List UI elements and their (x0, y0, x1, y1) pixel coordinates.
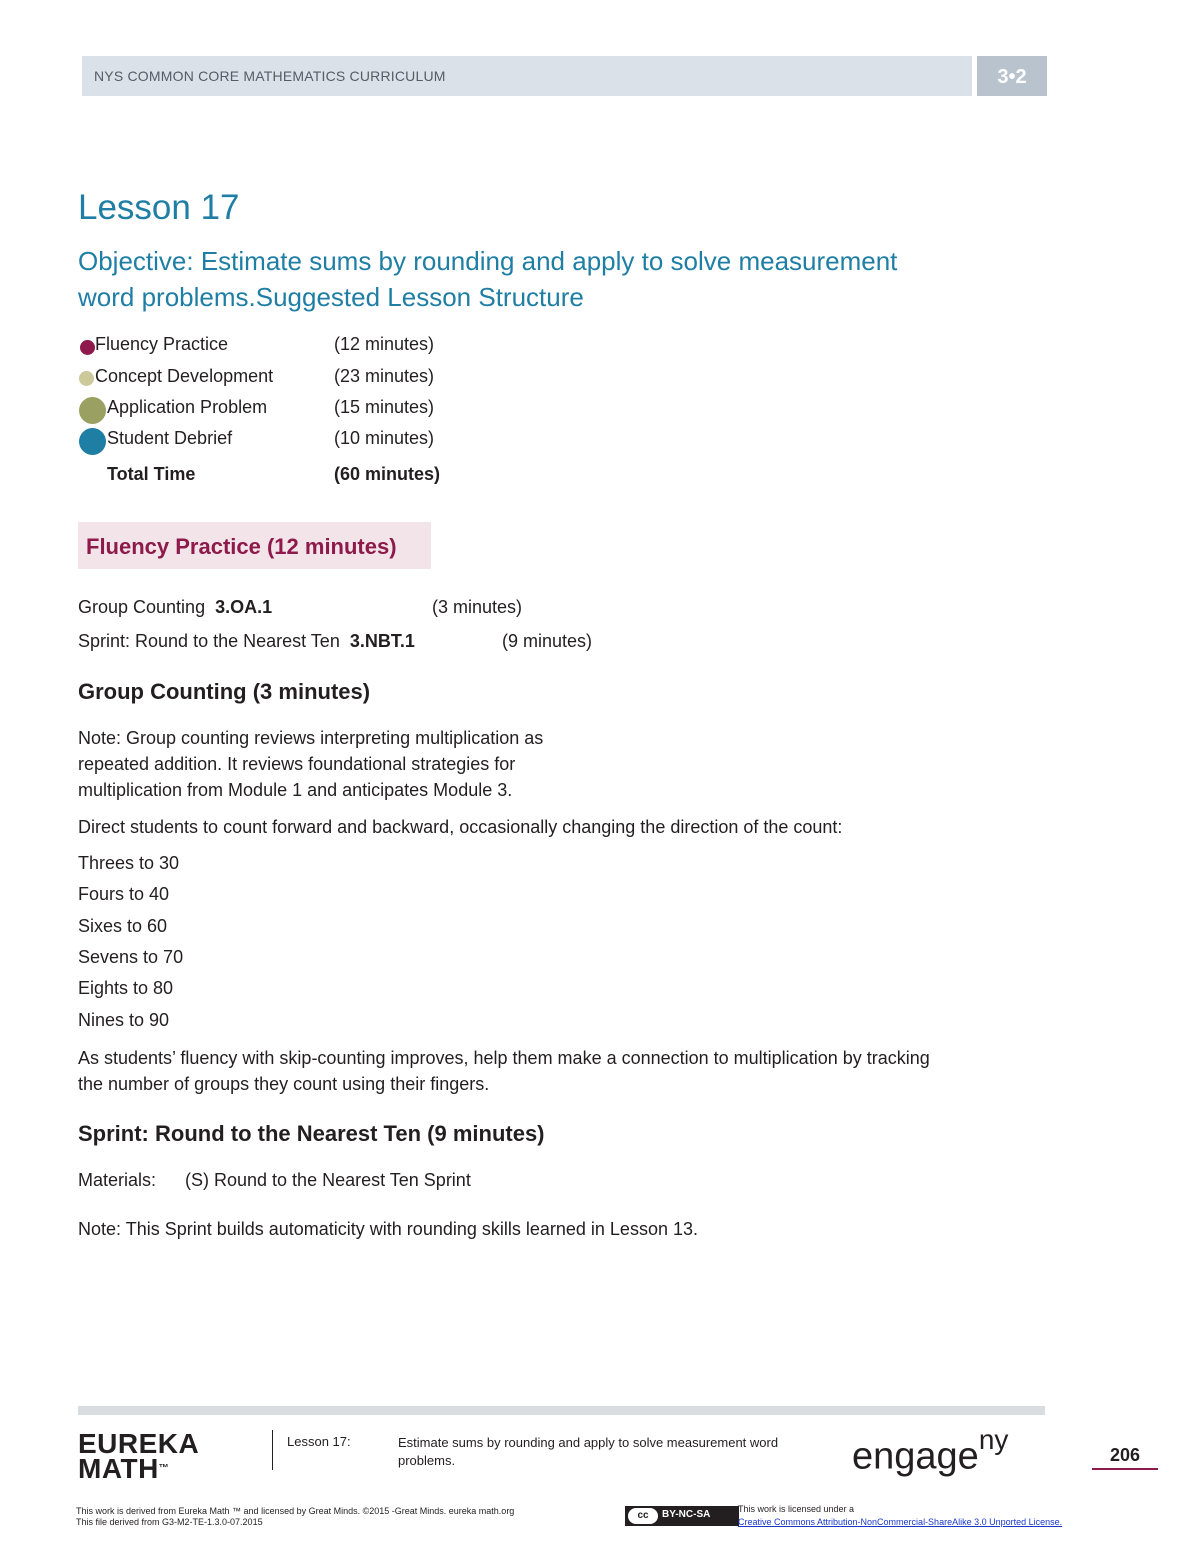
structure-item-label: Concept Development (95, 366, 274, 386)
fluency-row-standard: 3.OA.1 (215, 597, 273, 617)
structure-item-time: (10 minutes) (334, 428, 435, 448)
footer-lesson-label: Lesson 17: (287, 1434, 351, 1449)
total-time-value: (60 minutes) (334, 464, 441, 484)
logo-tm: ™ (158, 1463, 170, 1474)
cc-label: BY-NC-SA (662, 1509, 711, 1520)
credit-line-1: This work is derived from Eureka Math ™ and licensed by Great Minds. ©2015 -Great Minds. eureka math.org (76, 1506, 515, 1516)
note-line: repeated addition. It reviews foundational strategies for (78, 754, 516, 774)
footer-divider (272, 1430, 273, 1470)
structure-item-label: Student Debrief (107, 428, 233, 448)
footer-credit (76, 1506, 514, 1528)
footer-rule (78, 1406, 1045, 1415)
structure-item-time: (15 minutes) (334, 397, 435, 417)
objective-line-2: word problems.Suggested Lesson Structure (78, 282, 584, 312)
footer-lesson-description: Estimate sums by rounding and apply to solve measurement word problems. (398, 1435, 779, 1468)
count-item: Fours to 40 (78, 884, 170, 904)
materials-label: Materials: (78, 1170, 157, 1190)
tracking-paragraph (78, 1045, 1048, 1097)
materials-value: (S) Round to the Nearest Ten Sprint (185, 1170, 471, 1190)
curriculum-title: NYS COMMON CORE MATHEMATICS CURRICULUM (94, 68, 446, 84)
grade-module-badge: 3•2 (977, 56, 1047, 96)
lesson-title: Lesson 17 (78, 188, 240, 227)
engage-text: engage (852, 1435, 979, 1478)
license-notice (738, 1503, 1062, 1529)
credit-line-2: This file derived from G3-M2-TE-1.3.0-07.2015 (76, 1517, 263, 1527)
count-item: Eights to 80 (78, 978, 174, 998)
sprint-note: Note: This Sprint builds automaticity with rounding skills learned in Lesson 13. (78, 1219, 698, 1239)
logo-line-1: EUREKA (78, 1428, 200, 1459)
license-link[interactable]: Creative Commons Attribution-NonCommercial-ShareAlike 3.0 Unported License. (738, 1517, 1063, 1527)
sprint-heading: Sprint: Round to the Nearest Ten (9 minutes) (78, 1121, 545, 1146)
page-number-rule (1092, 1468, 1158, 1470)
structure-item-label: Fluency Practice (95, 334, 229, 354)
fluency-row-time: (3 minutes) (432, 597, 523, 617)
student-debrief-dot-icon (79, 428, 106, 455)
fluency-row-standard: 3.NBT.1 (349, 631, 415, 651)
count-item: Sixes to 60 (78, 916, 168, 936)
note-line: Note: Group counting reviews interpreting multiplication as (78, 728, 544, 748)
engage-sup: ny (978, 1424, 1009, 1455)
logo-line-2-text: MATH (78, 1453, 159, 1484)
page-number: 206 (1109, 1445, 1141, 1465)
direct-students-text: Direct students to count forward and backward, occasionally changing the direction of the count: (78, 817, 843, 837)
application-problem-dot-icon (79, 397, 106, 424)
tracking-line: As students’ fluency with skip-counting improves, help them make a connection to multiplication by tracking (78, 1048, 930, 1068)
tracking-line: the number of groups they count using their fingers. (78, 1074, 490, 1094)
structure-item-time: (12 minutes) (334, 334, 435, 354)
fluency-row-time: (9 minutes) (502, 631, 593, 651)
count-item: Nines to 90 (78, 1010, 170, 1030)
logo-line-2 (78, 1453, 199, 1484)
concept-development-dot-icon (79, 371, 94, 386)
cc-mark: cc (628, 1508, 658, 1524)
group-counting-heading: Group Counting (3 minutes) (78, 679, 371, 704)
fluency-row (78, 594, 272, 620)
eureka-math-logo (78, 1428, 200, 1484)
lesson-objective (78, 243, 1028, 315)
count-item: Sevens to 70 (78, 947, 184, 967)
count-item: Threes to 30 (78, 853, 180, 873)
total-time-label: Total Time (107, 464, 196, 484)
engageny-logo (852, 1424, 1009, 1479)
creative-commons-badge-icon (625, 1506, 739, 1526)
fluency-row-label: Group Counting (78, 597, 206, 617)
group-counting-note (78, 725, 638, 803)
objective-line-1: Objective: Estimate sums by rounding and apply to solve measurement (78, 246, 898, 276)
license-line-1: This work is licensed under a (738, 1504, 855, 1514)
fluency-practice-dot-icon (80, 340, 95, 355)
structure-item-label: Application Problem (107, 397, 268, 417)
fluency-row (78, 628, 415, 654)
note-line: multiplication from Module 1 and anticipates Module 3. (78, 780, 513, 800)
structure-item-time: (23 minutes) (334, 366, 435, 386)
fluency-heading: Fluency Practice (12 minutes) (86, 534, 397, 559)
fluency-row-label: Sprint: Round to the Nearest Ten (78, 631, 340, 651)
